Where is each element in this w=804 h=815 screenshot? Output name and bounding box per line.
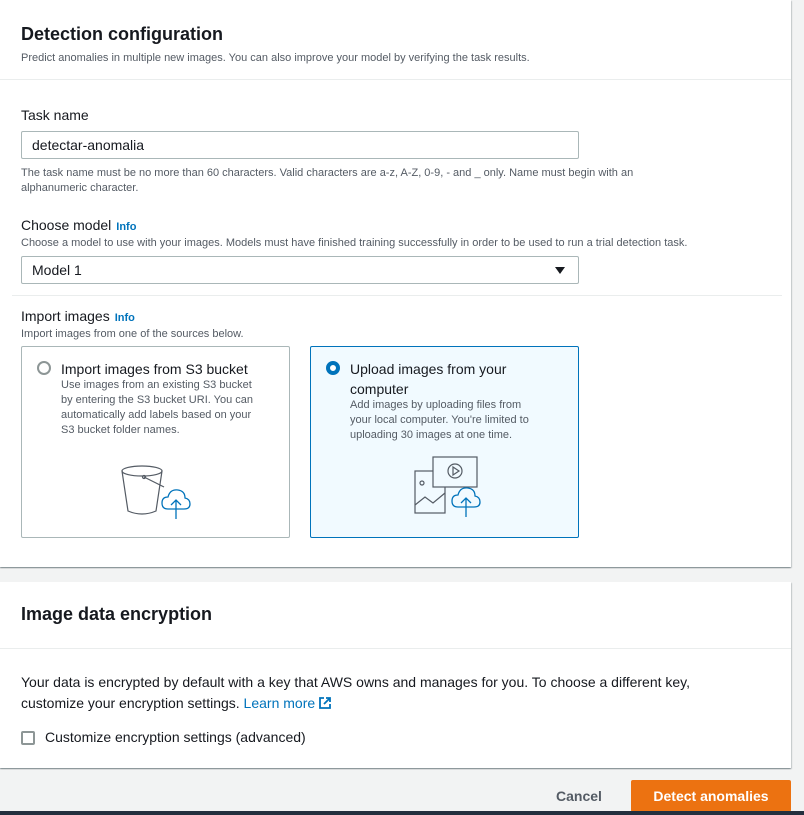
- choose-model-description: Choose a model to use with your images. Models must have finished training successfully in order to be used to run a trial detection task.: [21, 237, 688, 249]
- encryption-desc-line2: customize your encryption settings.: [21, 695, 240, 711]
- task-name-hint-line2: alphanumeric character.: [21, 182, 139, 194]
- s3-desc-line: Use images from an existing S3 bucket: [61, 379, 252, 391]
- upload-tile-description: [350, 398, 575, 443]
- encryption-title: Image data encryption: [21, 604, 213, 624]
- task-name-hint-line1: The task name must be no more than 60 characters. Valid characters are a-z, A-Z, 0-9, - and _ only. Name must begin with an: [21, 167, 634, 179]
- customize-encryption-label[interactable]: Customize encryption settings (advanced): [45, 729, 306, 745]
- detection-description: Predict anomalies in multiple new images. You can also improve your model by verifying the task results.: [21, 52, 530, 64]
- encryption-description: [21, 672, 761, 714]
- upload-title-line: Upload images from your: [350, 361, 507, 377]
- task-name-hint: [21, 166, 633, 196]
- detect-anomalies-button[interactable]: Detect anomalies: [631, 780, 791, 812]
- choose-model-label: [21, 217, 136, 233]
- import-images-description: Import images from one of the sources below.: [21, 328, 244, 340]
- bottom-bar: [0, 811, 804, 815]
- upload-computer-tile[interactable]: [310, 346, 579, 538]
- choose-model-label-text: Choose model: [21, 217, 112, 233]
- computer-upload-icon: [413, 455, 483, 519]
- s3-tile-title: Import images from S3 bucket: [61, 361, 248, 377]
- learn-more-text: Learn more: [243, 695, 316, 711]
- task-name-input[interactable]: [21, 131, 579, 159]
- encryption-desc-line1: Your data is encrypted by default with a key that AWS owns and manages for you. To choose a different key,: [21, 674, 691, 690]
- model-select[interactable]: [21, 256, 579, 284]
- s3-tile-description: [61, 378, 286, 438]
- cancel-button[interactable]: Cancel: [556, 788, 602, 804]
- caret-down-icon: [555, 267, 565, 274]
- s3-bucket-upload-icon: [118, 463, 194, 525]
- upload-radio-button[interactable]: [326, 361, 340, 375]
- upload-desc-line: Add images by uploading files from: [350, 399, 522, 411]
- learn-more-link[interactable]: [244, 695, 333, 711]
- import-images-info-link[interactable]: Info: [114, 312, 135, 324]
- detection-title: Detection configuration: [21, 24, 223, 44]
- model-select-value: Model 1: [32, 262, 82, 278]
- upload-desc-line: uploading 30 images at one time.: [350, 429, 513, 441]
- s3-desc-line: S3 bucket folder names.: [61, 424, 180, 436]
- upload-desc-line: your local computer. You're limited to: [350, 414, 529, 426]
- upload-title-line: computer: [350, 381, 409, 397]
- s3-desc-line: automatically add labels based on your: [61, 409, 252, 421]
- encryption-desc-line2-wrap: [21, 693, 761, 714]
- s3-radio-button[interactable]: [37, 361, 51, 375]
- section-divider: [12, 295, 782, 296]
- external-link-icon: [318, 696, 332, 710]
- encryption-header-divider: [0, 582, 791, 649]
- detection-panel-header: [0, 0, 791, 80]
- task-name-label: Task name: [21, 107, 89, 123]
- import-images-label: [21, 308, 135, 324]
- import-s3-tile[interactable]: [21, 346, 290, 538]
- upload-tile-title: [350, 359, 565, 399]
- import-images-label-text: Import images: [21, 308, 110, 324]
- s3-desc-line: by entering the S3 bucket URI. You can: [61, 394, 254, 406]
- choose-model-info-link[interactable]: Info: [116, 221, 137, 233]
- customize-encryption-checkbox[interactable]: [21, 731, 35, 745]
